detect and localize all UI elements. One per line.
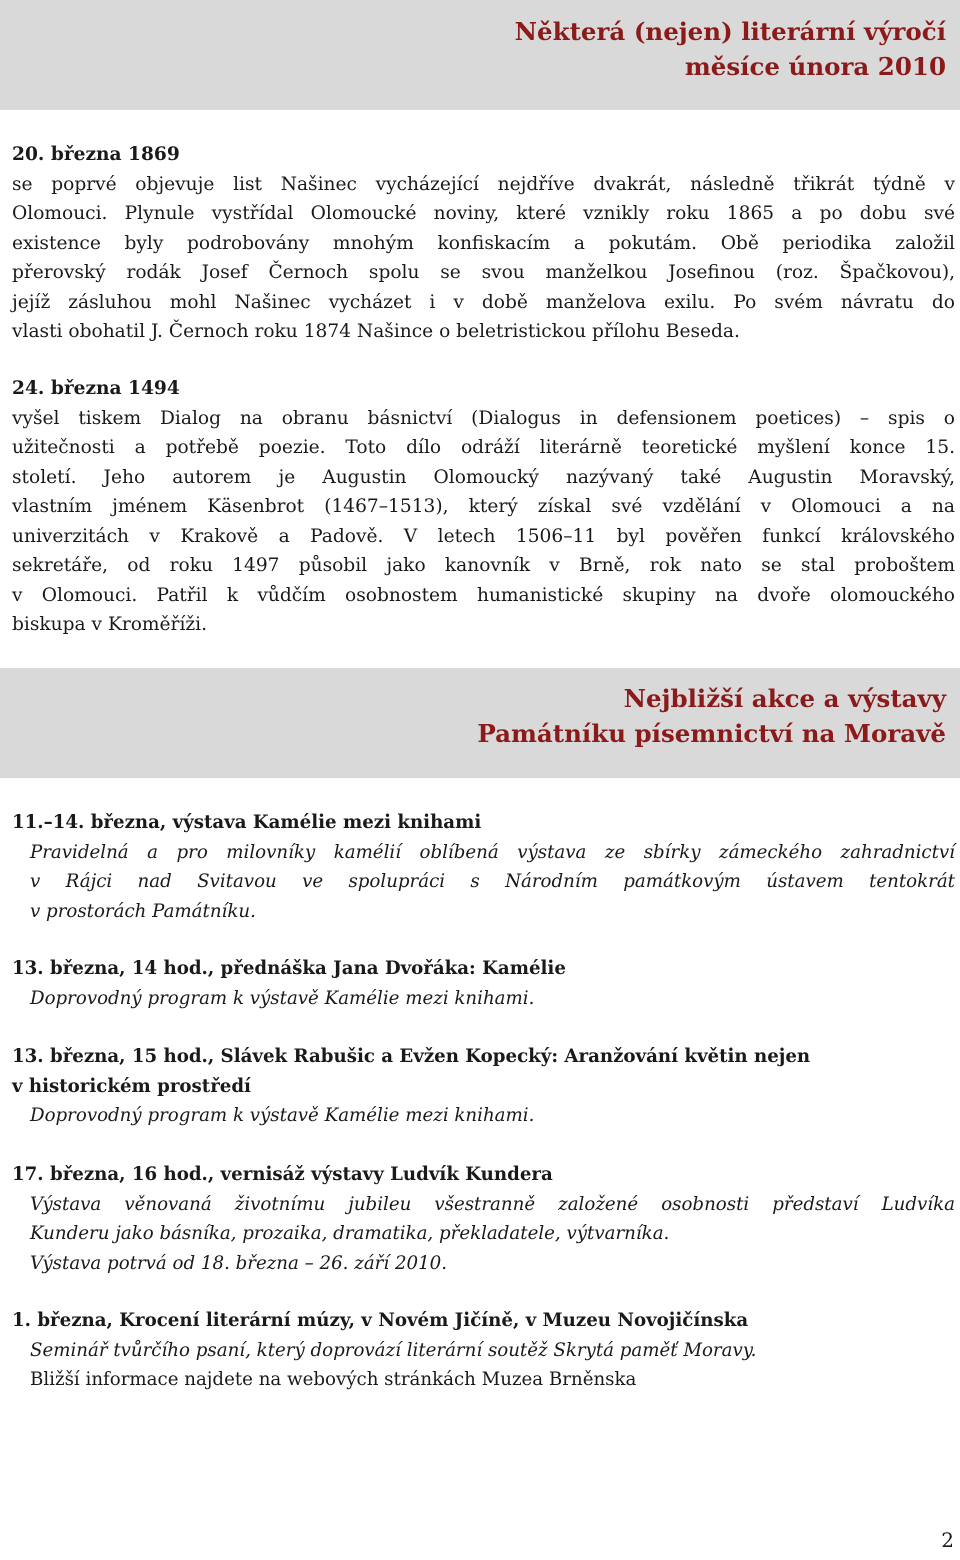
event-5 xyxy=(12,1306,955,1395)
text-line: Výstava věnovaná životnímu jubileu všestranně založené osobnosti představí Ludvíka xyxy=(30,1193,955,1215)
event-title xyxy=(12,1042,955,1072)
anniversary-text xyxy=(12,404,955,640)
text-line: v prostorách Památníku. xyxy=(30,900,256,922)
anniversary-date: 20. března 1869 xyxy=(12,144,180,165)
page-title-line-1: Některá (nejen) literární výročí xyxy=(514,17,946,46)
text-line: století. Jeho autorem je Augustin Olomoucký nazývaný také Augustin Moravský, xyxy=(12,466,955,488)
text-line: sekretáře, od roku 1497 působil jako kanovník v Brně, rok nato se stal proboštem xyxy=(12,555,955,576)
events-title-line-2: Památníku písemnictví na Moravě xyxy=(477,719,946,748)
text-line: vyšel tiskem Dialog na obranu básnictví (Dialogus in defensionem poetices) – spis o xyxy=(12,407,955,429)
text-line: Doprovodný program k výstavě Kamélie mezi knihami. xyxy=(30,1105,535,1126)
page-title-line-2: měsíce února 2010 xyxy=(684,52,946,81)
event-description xyxy=(30,1190,955,1279)
anniversary-date: 24. března 1494 xyxy=(12,378,180,399)
event-3 xyxy=(12,1042,955,1131)
text-line: Kunderu jako básníka, prozaika, dramatika, překladatele, výtvarníka. xyxy=(30,1223,670,1244)
event-title-line-2: v historickém prostředí xyxy=(12,1075,251,1097)
event-description xyxy=(30,1101,955,1131)
event-4 xyxy=(12,1160,955,1278)
anniversary-1 xyxy=(12,140,955,347)
event-title xyxy=(12,954,955,984)
text-line: vlastním jménem Käsenbrot (1467–1513), který získal své vzdělání v Olomouci a na xyxy=(12,496,955,517)
event-title: 11.–14. března, výstava Kamélie mezi knihami xyxy=(12,812,482,833)
event-description xyxy=(30,984,955,1014)
events-header xyxy=(0,668,960,778)
anniversary-text xyxy=(12,170,955,347)
text-line: Doprovodný program k výstavě Kamélie mezi knihami. xyxy=(30,987,535,1009)
text-line: Výstava potrvá od 18. března – 26. září 2010. xyxy=(30,1252,448,1274)
text-line: univerzitách v Krakově a Padově. V letech 1506–11 byl pověřen funkcí královského xyxy=(12,525,955,547)
text-line: Olomouci. Plynule vystřídal Olomoucké noviny, které vznikly roku 1865 a po dobu své xyxy=(12,203,955,224)
event-title-rest: , Slávek Rabušic a Evžen Kopecký: Aranžování květin nejen xyxy=(207,1046,811,1067)
text-line: biskupa v Kroměříži. xyxy=(12,614,208,635)
anniversary-2 xyxy=(12,374,955,640)
event-date: 13. března, 14 hod. xyxy=(12,958,208,979)
text-line: Seminář tvůrčího psaní, který doprovází literární soutěž Skrytá paměť Moravy. xyxy=(30,1339,757,1361)
event-date: 13. března, 15 hod. xyxy=(12,1046,208,1067)
event-2 xyxy=(12,954,955,1013)
text-line: vlasti obohatil J. Černoch roku 1874 Našince o beletristickou přílohu Beseda. xyxy=(12,321,740,342)
text-line: se poprvé objevuje list Našinec vycházející nejdříve dvakrát, následně třikrát týdně v xyxy=(12,173,955,195)
event-1 xyxy=(12,808,955,926)
text-line: jejíž zásluhou mohl Našinec vycházet i v době manželova exilu. Po svém návratu do xyxy=(12,291,955,313)
event-title xyxy=(12,1160,955,1190)
page-header xyxy=(0,0,960,110)
event-date: 17. března, 16 hod. xyxy=(12,1164,208,1185)
text-line: Bližší informace najdete na webových stránkách Muzea Brněnska xyxy=(30,1369,637,1390)
event-description xyxy=(30,838,955,927)
event-title-rest: , přednáška Jana Dvořáka: Kamélie xyxy=(207,958,566,979)
text-line: existence byly podrobovány mnohým konfiskacím a pokutám. Obě periodika založil xyxy=(12,232,955,254)
event-title-rest: , vernisáž výstavy Ludvík Kundera xyxy=(207,1164,553,1185)
text-line: přerovský rodák Josef Černoch spolu se svou manželkou Josefinou (roz. Špačkovou), xyxy=(12,262,955,283)
text-line: Pravidelná a pro milovníky kamélií oblíbená výstava ze sbírky zámeckého zahradnictví xyxy=(30,841,955,863)
text-line: v Rájci nad Svitavou ve spolupráci s Národním památkovým ústavem tentokrát xyxy=(30,871,955,892)
text-line: užitečnosti a potřebě poezie. Toto dílo odráží literárně teoretické myšlení konce 15. xyxy=(12,437,955,458)
event-description xyxy=(30,1336,955,1395)
event-title: 1. března, Krocení literární múzy, v Novém Jičíně, v Muzeu Novojičínska xyxy=(12,1310,749,1331)
text-line: v Olomouci. Patřil k vůdčím osobnostem humanistické skupiny na dvoře olomouckého xyxy=(12,584,955,606)
events-title-line-1: Nejbližší akce a výstavy xyxy=(623,684,946,713)
page-number: 2 xyxy=(941,1528,954,1552)
